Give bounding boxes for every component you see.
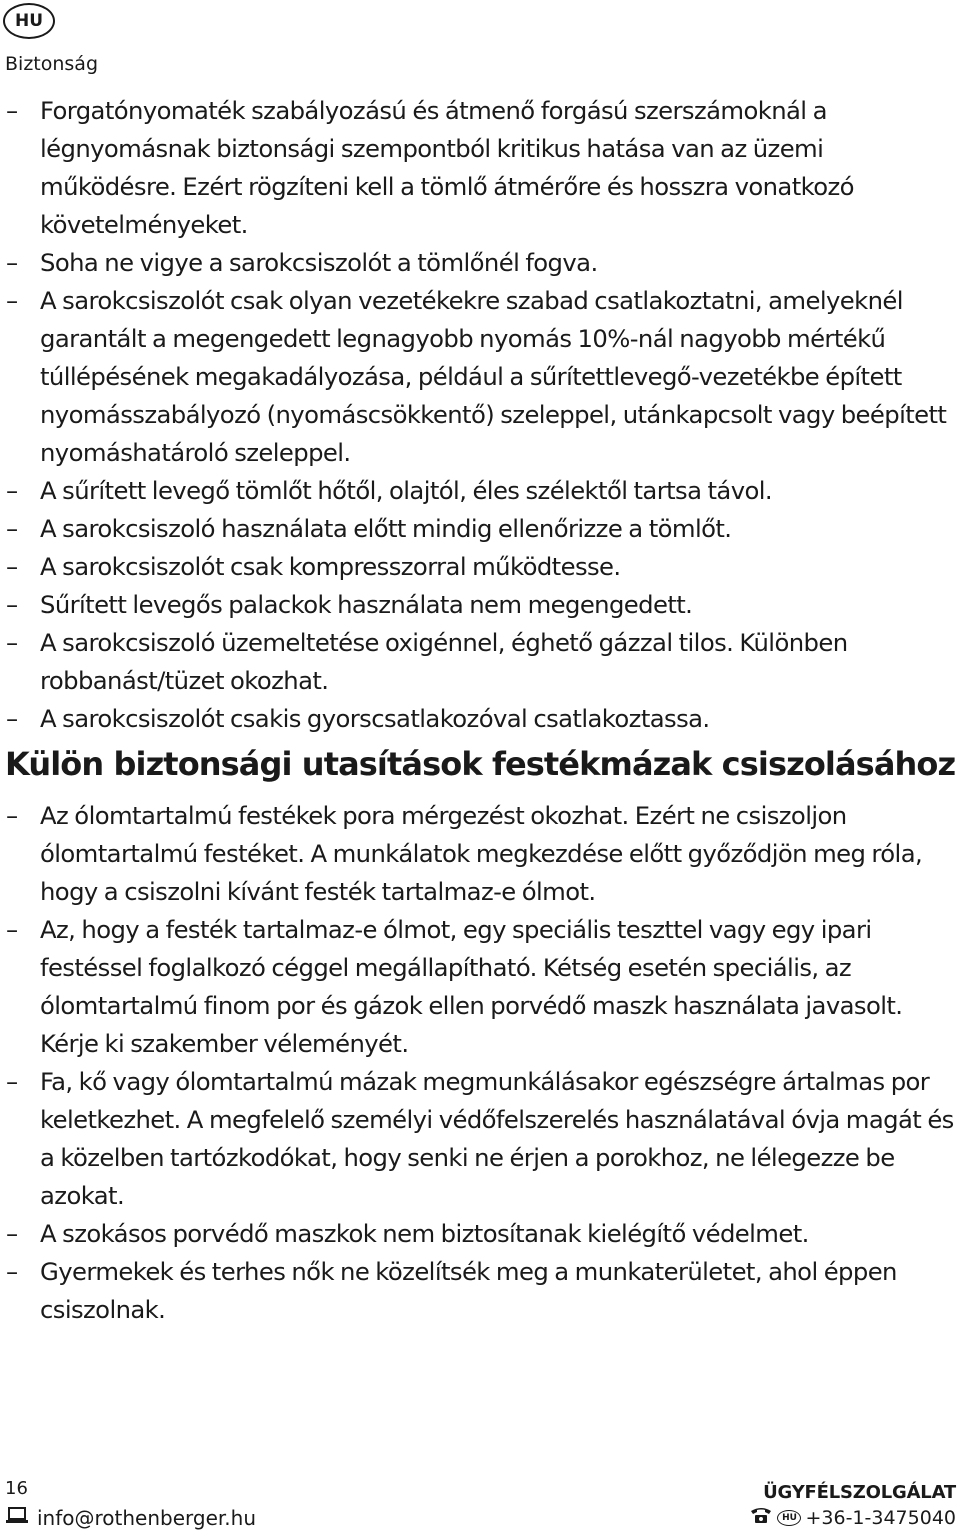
footer-phone-row [749, 1506, 956, 1529]
safety-list [0, 92, 960, 738]
list-item: – A sűrített levegő tömlőt hőtől, olajtól, éles szélektől tartsa távol. [0, 472, 960, 510]
footer-email-row [5, 1506, 256, 1530]
footer-email[interactable]: info@rothenberger.hu [37, 1506, 256, 1530]
section-heading: Külön biztonsági utasítások festékmázak csiszolásához [5, 745, 956, 783]
phone-icon [749, 1506, 773, 1529]
list-item: – A sarokcsiszoló használata előtt mindig ellenőrizze a tömlőt. [0, 510, 960, 548]
section-label: Biztonság [5, 53, 99, 75]
service-title: ÜGYFÉLSZOLGÁLAT [763, 1482, 956, 1503]
phone-country-badge [777, 1510, 801, 1526]
list-item: – A sarokcsiszolót csak olyan vezetékekre szabad csatlakoztatni, amelyeknél garantált a megengedett legnagyobb nyomás 10%-nál nagyobb mértékű túllépésének megakadályozása, például a sűrítettlevegő-vezetékbe épített nyomásszabályozó (nyomáscsökkentő) szeleppel, utánkapcsolt vagy beépített nyomáshatároló szeleppel. [0, 282, 960, 472]
list-item: – A sarokcsiszoló üzemeltetése oxigénnel, éghető gázzal tilos. Különben robbanást/tüzet okozhat. [0, 624, 960, 700]
list-item: – Sűrített levegős palackok használata nem megengedett. [0, 586, 960, 624]
language-badge [3, 3, 55, 39]
list-item: – Soha ne vigye a sarokcsiszolót a tömlőnél fogva. [0, 244, 960, 282]
list-item: – Az, hogy a festék tartalmaz-e ólmot, egy speciális teszttel vagy egy ipari festéssel foglalkozó céggel megállapítható. Kétség esetén speciális, az ólomtartalmú finom por és gázok ellen porvédő maszk használata javasolt. Kérje ki szakember véleményét. [0, 911, 960, 1063]
page-number: 16 [5, 1478, 28, 1499]
list-item: – A sarokcsiszolót csakis gyorscsatlakozóval csatlakoztassa. [0, 700, 960, 738]
laptop-icon [5, 1506, 29, 1530]
paint-safety-list [0, 797, 960, 1329]
list-item: – A szokásos porvédő maszkok nem biztosítanak kielégítő védelmet. [0, 1215, 960, 1253]
list-item: – Forgatónyomaték szabályozású és átmenő forgású szerszámoknál a légnyomásnak biztonsági szempontból kritikus hatása van az üzemi működésre. Ezért rögzíteni kell a tömlő átmérőre és hosszra vonatkozó követelményeket. [0, 92, 960, 244]
phone-country-code: HU [782, 1512, 797, 1523]
list-item: – Gyermekek és terhes nők ne közelítsék meg a munkaterületet, ahol éppen csiszolnak. [0, 1253, 960, 1329]
language-code: HU [14, 11, 44, 31]
list-item: – Az ólomtartalmú festékek pora mérgezést okozhat. Ezért ne csiszoljon ólomtartalmú festéket. A munkálatok megkezdése előtt győződjön meg róla, hogy a csiszolni kívánt festék tartalmaz-e ólmot. [0, 797, 960, 911]
list-item: – A sarokcsiszolót csak kompresszorral működtesse. [0, 548, 960, 586]
list-item: – Fa, kő vagy ólomtartalmú mázak megmunkálásakor egészségre ártalmas por keletkezhet. A megfelelő személyi védőfelszerelés használatával óvja magát és a közelben tartózkodókat, hogy senki ne érjen a porokhoz, ne lélegezze be azokat. [0, 1063, 960, 1215]
footer-phone[interactable]: +36-1-3475040 [805, 1506, 956, 1529]
